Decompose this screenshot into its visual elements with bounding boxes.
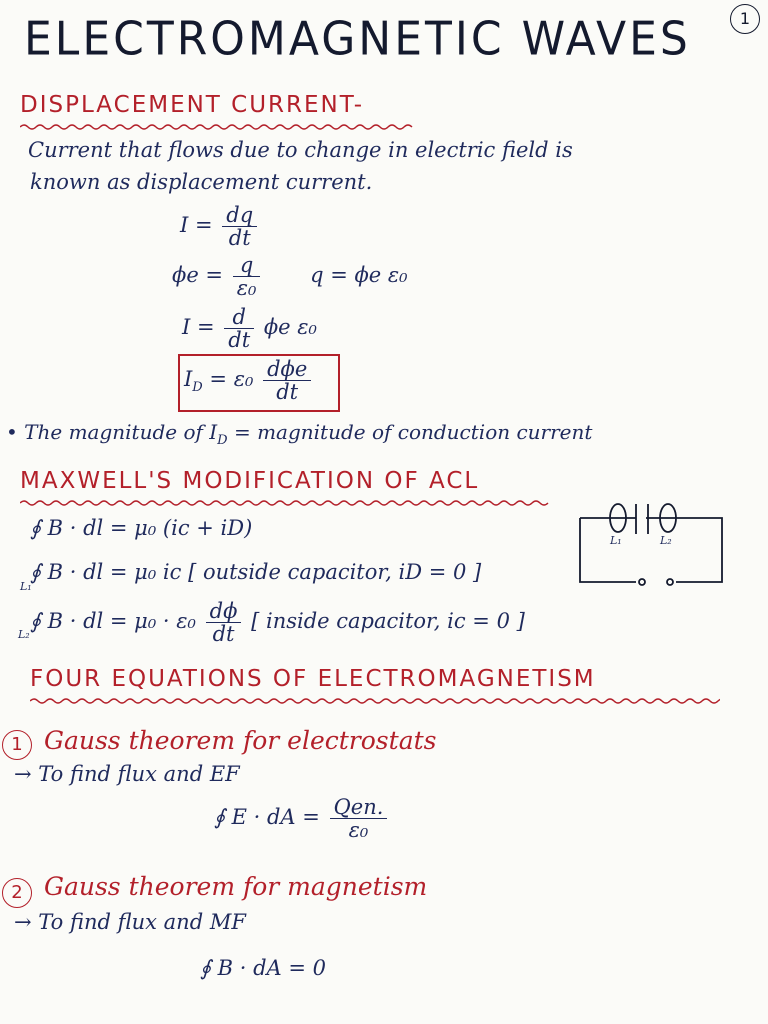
page-title: ELECTROMAGNETIC WAVES: [24, 12, 691, 67]
item-number-1: 1: [2, 730, 32, 760]
loop-label-l1: L₁: [20, 580, 32, 593]
page-number-badge: 1: [730, 4, 760, 34]
equation-outside-capacitor: ∮ B · dl = μ₀ ic [ outside capacitor, iD = 0 ]: [30, 560, 482, 584]
equation-displacement-current: $I_D = \varepsilon_0$ $\frac{\text{dϕe}}{dt}$: [184, 358, 314, 403]
heading-displacement-current: DISPLACEMENT CURRENT-: [20, 92, 364, 118]
heading-maxwell-modification: MAXWELL'S MODIFICATION OF ACL: [20, 468, 480, 494]
equation-gauss-magnetism: ∮ B · dA = 0: [200, 956, 326, 980]
heading-four-equations: FOUR EQUATIONS OF ELECTROMAGNETISM: [30, 666, 596, 692]
diagram-label-l1: L₁: [610, 534, 622, 547]
diagram-label-l2: L₂: [660, 534, 672, 547]
heading-underline: [20, 122, 420, 132]
equation-modified-ampere: ∮ B · dl = μ₀ (ic + iD): [30, 516, 253, 540]
heading-underline: [30, 696, 720, 706]
equation-electric-flux: ϕe = $\frac{q}{\text{ε₀}}$ q = ϕe ε₀: [172, 253, 408, 301]
equation-current-from-flux: I = $\frac{d}{dt}$ ϕe ε₀: [182, 305, 317, 353]
loop-label-l2: L₂: [18, 628, 30, 641]
heading-underline: [20, 498, 550, 508]
item-1-purpose: → To find flux and EF: [14, 762, 240, 786]
equation-gauss-electrostatics: ∮ E · dA = $\frac{\text{Qen.}}{\text{ε₀}}$: [214, 796, 390, 841]
magnitude-note: • The magnitude of $I_D$ = magnitude of conduction current: [6, 420, 593, 448]
item-title-gauss-electrostatics: Gauss theorem for electrostats: [44, 726, 437, 755]
item-title-gauss-magnetism: Gauss theorem for magnetism: [44, 872, 428, 901]
item-2-purpose: → To find flux and MF: [14, 910, 246, 934]
equation-inside-capacitor: ∮ B · dl = μ₀ · ε₀ $\frac{d\phi}{dt}$ [ inside capacitor, ic = 0 ]: [30, 599, 525, 647]
definition-line-1: Current that flows due to change in electric field is: [28, 138, 573, 162]
item-number-2: 2: [2, 878, 32, 908]
capacitor-circuit-diagram: [576, 496, 726, 586]
definition-line-2: known as displacement current.: [30, 170, 373, 194]
equation-current-definition: I = $\frac{dq}{dt}$: [180, 204, 260, 249]
